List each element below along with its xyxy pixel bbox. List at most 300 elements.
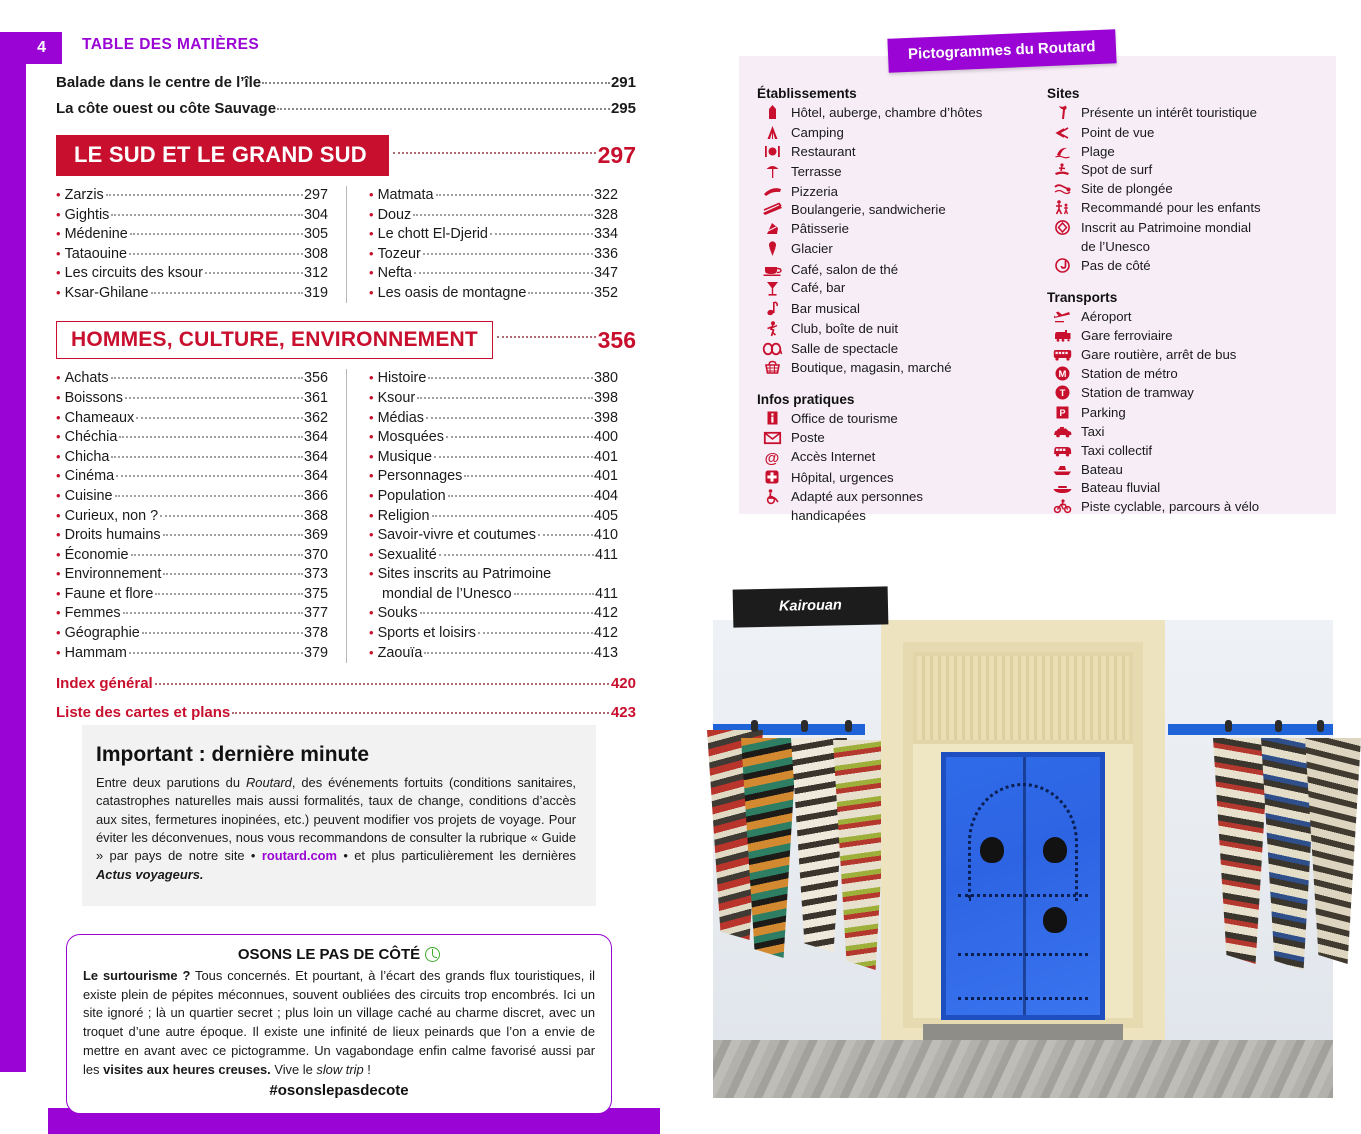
item-page: 400 <box>593 429 618 446</box>
pictograms-panel <box>739 56 1336 524</box>
item-page: 364 <box>303 468 328 485</box>
train-icon <box>1043 328 1081 345</box>
item-page: 401 <box>593 448 618 465</box>
viewpoint-icon <box>1043 125 1081 142</box>
bullet-icon: • <box>369 624 374 640</box>
svg-text:P: P <box>1058 407 1066 418</box>
bullet-icon: • <box>56 624 61 640</box>
bullet-icon: • <box>369 390 374 406</box>
item-label: Gare routière, arrêt de bus <box>1081 346 1237 362</box>
item-label: Environnement <box>64 566 162 583</box>
toc-entry-page: 291 <box>610 74 636 91</box>
leader-dots <box>528 292 593 294</box>
item-label: Taxi <box>1081 423 1105 439</box>
toc-entry-page: 423 <box>610 704 636 722</box>
list-item[interactable] <box>56 409 328 429</box>
list-item[interactable] <box>56 467 328 487</box>
list-item[interactable] <box>56 585 328 605</box>
beach-icon <box>1043 144 1081 161</box>
list-item <box>753 470 1043 487</box>
toc-entry-page: 295 <box>610 100 636 117</box>
item-page: 380 <box>593 370 618 387</box>
toc-entry-maps[interactable] <box>56 704 636 721</box>
item-label: Douz <box>377 206 412 223</box>
list-item[interactable] <box>369 206 618 226</box>
list-item[interactable] <box>369 467 618 487</box>
list-item[interactable] <box>369 624 618 644</box>
list-item <box>753 125 1043 143</box>
page-number-tab <box>0 32 62 64</box>
item-page: 334 <box>593 226 618 243</box>
item-page: 401 <box>593 468 618 485</box>
item-label: Pâtisserie <box>791 221 849 237</box>
leader-dots <box>413 214 593 216</box>
item-page: 373 <box>303 566 328 583</box>
section-page: 356 <box>597 326 636 353</box>
item-label: Pas de côté <box>1081 258 1151 274</box>
osons-hashtag: #osonslepasdecote <box>269 1082 409 1100</box>
shopping-basket-icon <box>753 360 791 378</box>
leader-dots <box>116 475 303 477</box>
bullet-icon: • <box>369 605 374 621</box>
list-item[interactable] <box>369 644 618 664</box>
toc-entry-label: Liste des cartes et plans <box>56 704 231 722</box>
leader-dots <box>151 292 303 294</box>
pictogram-group-sites <box>1043 86 1333 276</box>
item-label: Chameaux <box>64 409 135 426</box>
theatre-masks-icon <box>753 341 791 358</box>
item-label: Boutique, magasin, marché <box>791 360 952 376</box>
parking-icon <box>1043 405 1081 422</box>
list-item[interactable] <box>369 448 618 468</box>
list-item <box>1043 443 1333 460</box>
list-item <box>1043 125 1333 142</box>
pictogram-column-right <box>1043 86 1333 539</box>
bullet-icon: • <box>56 429 61 445</box>
list-item <box>753 411 1043 428</box>
list-item <box>1043 328 1333 345</box>
photo-kairouan <box>675 620 1333 1098</box>
toc-section-header[interactable] <box>56 135 636 176</box>
item-label: Gare ferroviaire <box>1081 327 1173 343</box>
toc-entry-index[interactable] <box>56 675 636 692</box>
door-knocker-lower <box>1043 907 1067 933</box>
carved-lintel <box>913 652 1133 744</box>
leader-dots <box>160 515 303 517</box>
item-page: 352 <box>593 284 618 301</box>
leader-dots <box>514 593 594 595</box>
leader-dots <box>439 554 594 556</box>
blue-rail-right <box>1168 724 1333 735</box>
osons-body-4: ! <box>363 1061 371 1077</box>
bullet-icon: • <box>369 566 374 582</box>
item-label: Mosquées <box>377 429 444 446</box>
item-label: Zarzis <box>64 187 104 203</box>
item-label: Camping <box>791 124 844 140</box>
item-label: Religion <box>377 507 430 524</box>
toc-column-left <box>56 369 346 663</box>
list-item[interactable] <box>369 409 618 429</box>
list-item <box>1043 405 1333 422</box>
bullet-icon: • <box>369 265 374 281</box>
item-label: Adapté aux personnes <box>791 488 923 504</box>
routard-com-link[interactable]: routard.com <box>261 848 338 864</box>
bullet-icon: • <box>369 206 374 222</box>
table-of-contents <box>56 74 636 721</box>
list-item <box>1043 385 1333 403</box>
list-item <box>1043 105 1333 123</box>
pictogram-group-transports <box>1043 290 1333 516</box>
list-item <box>753 105 1043 123</box>
item-label-wrap: handicapées <box>791 508 866 524</box>
toc-entry-major[interactable] <box>56 100 636 117</box>
leader-dots <box>277 108 610 110</box>
leader-dots <box>163 534 303 536</box>
door-knocker-right <box>1043 837 1067 863</box>
toc-section-header[interactable] <box>56 321 636 359</box>
leader-dots <box>155 683 609 685</box>
item-label: Histoire <box>377 370 427 387</box>
routard-italic: Routard <box>245 775 292 790</box>
list-item[interactable] <box>369 389 618 409</box>
item-label: Population <box>377 487 446 504</box>
leader-dots <box>478 632 593 634</box>
dancer-icon <box>753 321 791 340</box>
bread-baguette-icon <box>753 202 791 219</box>
boat-icon <box>1043 462 1081 479</box>
toc-column-right <box>346 186 636 303</box>
bullet-icon: • <box>56 546 61 562</box>
list-item[interactable] <box>369 186 618 206</box>
bullet-icon: • <box>369 507 374 523</box>
bullet-icon: • <box>369 527 374 543</box>
toc-entry-major[interactable] <box>56 74 636 91</box>
item-page: 297 <box>303 187 328 203</box>
item-label: Chéchia <box>64 429 118 446</box>
list-item[interactable] <box>369 565 618 585</box>
item-label: Bateau <box>1081 461 1123 477</box>
item-label: Matmata <box>377 187 434 203</box>
bullet-icon: • <box>369 284 374 300</box>
item-page: 410 <box>593 527 618 544</box>
list-item[interactable] <box>56 565 328 585</box>
restaurant-cutlery-icon <box>753 144 791 162</box>
item-label: Taxi collectif <box>1081 442 1153 458</box>
list-item[interactable] <box>369 507 618 527</box>
leader-dots <box>131 554 303 556</box>
bullet-icon: • <box>56 644 61 660</box>
bullet-icon: • <box>56 390 61 406</box>
at-sign-icon: @ <box>764 449 780 467</box>
list-item[interactable] <box>56 428 328 448</box>
toc-section-items <box>56 369 636 663</box>
door-stud-line <box>958 953 1087 956</box>
list-item[interactable] <box>56 284 328 304</box>
item-label: Pizzeria <box>791 183 838 199</box>
item-label: Droits humains <box>64 527 161 544</box>
item-page: 361 <box>303 390 328 407</box>
leader-dots <box>106 194 303 196</box>
list-item[interactable] <box>369 245 618 265</box>
list-item[interactable] <box>369 264 618 284</box>
bicycle-icon <box>1043 499 1081 516</box>
list-item[interactable] <box>56 526 328 546</box>
envelope-icon <box>753 430 791 447</box>
pizza-slice-icon <box>753 184 791 201</box>
list-item[interactable] <box>56 448 328 468</box>
leader-dots <box>432 515 593 517</box>
information-icon <box>753 411 791 428</box>
leader-dots <box>436 194 593 196</box>
item-label: Plage <box>1081 143 1115 159</box>
item-label: Aéroport <box>1081 308 1132 324</box>
list-item <box>753 164 1043 182</box>
item-label: Hôpital, urgences <box>791 469 894 485</box>
bullet-icon: • <box>56 448 61 464</box>
diving-icon <box>1043 181 1081 198</box>
important-notice-box <box>82 725 596 906</box>
leader-dots <box>205 272 303 274</box>
list-item[interactable] <box>369 546 618 566</box>
item-label: Femmes <box>64 605 121 622</box>
leader-dots <box>393 152 596 154</box>
list-item[interactable] <box>56 264 328 284</box>
item-page: 304 <box>303 206 328 223</box>
group-title: Établissements <box>757 86 857 101</box>
list-item[interactable] <box>56 624 328 644</box>
section-page: 297 <box>597 142 636 168</box>
list-item[interactable] <box>369 487 618 507</box>
list-item[interactable] <box>56 389 328 409</box>
toc-entry-label: La côte ouest ou côte Sauvage <box>56 100 277 117</box>
leader-dots <box>115 495 303 497</box>
leader-dots <box>262 82 610 84</box>
item-page: 364 <box>303 429 328 446</box>
list-item[interactable] <box>56 604 328 624</box>
item-label: Tozeur <box>377 245 421 262</box>
leader-dots <box>111 377 303 379</box>
list-item[interactable] <box>56 225 328 245</box>
ice-cream-cone-icon <box>753 241 791 260</box>
bullet-icon: • <box>369 546 374 562</box>
toc-section-items <box>56 186 636 303</box>
list-item <box>753 262 1043 279</box>
item-label: Site de plongée <box>1081 181 1173 197</box>
leader-dots <box>123 612 303 614</box>
bullet-icon: • <box>369 226 374 242</box>
item-label: Géographie <box>64 624 140 641</box>
bullet-icon: • <box>56 370 61 386</box>
leader-dots <box>497 336 596 338</box>
bullet-icon: • <box>56 605 61 621</box>
blue-door <box>941 752 1105 1020</box>
item-label: Spot de surf <box>1081 162 1153 178</box>
item-label: Curieux, non ? <box>64 507 159 524</box>
item-label: Achats <box>64 370 109 387</box>
item-page: 366 <box>303 487 328 504</box>
bullet-icon: • <box>56 527 61 543</box>
bullet-icon: • <box>56 409 61 425</box>
item-page: 308 <box>303 245 328 262</box>
item-label: Bateau fluvial <box>1081 480 1161 496</box>
list-item[interactable] <box>56 206 328 226</box>
list-item <box>1043 309 1333 326</box>
leader-dots <box>129 652 303 654</box>
leader-dots <box>426 417 593 419</box>
osons-title-text: OSONS LE PAS DE CÔTÉ <box>237 946 421 963</box>
page-number: 4 <box>37 39 46 56</box>
leader-dots <box>417 397 593 399</box>
hotel-icon <box>753 105 791 123</box>
item-label: Office de tourisme <box>791 410 898 426</box>
text-part-3: • et plus particulièrement les dernières <box>337 848 576 864</box>
section-title-banner: LE SUD ET LE GRAND SUD <box>56 135 389 176</box>
important-box-text <box>96 774 576 884</box>
list-item <box>753 221 1043 239</box>
leader-dots <box>446 436 593 438</box>
item-page: 368 <box>303 507 328 524</box>
list-item <box>753 202 1043 219</box>
item-label: Nefta <box>377 265 412 282</box>
music-note-icon <box>753 301 791 319</box>
door-knocker-left <box>980 837 1004 863</box>
item-label: Économie <box>64 546 129 563</box>
list-item[interactable] <box>56 487 328 507</box>
bullet-icon: • <box>369 187 374 202</box>
leader-dots <box>136 417 303 419</box>
item-label: Station de tramway <box>1081 385 1194 401</box>
toc-entry-page: 420 <box>610 675 636 693</box>
item-page: 379 <box>303 644 328 661</box>
item-label-wrap: mondial de l’Unesco <box>382 585 512 602</box>
item-label: Les oasis de montagne <box>377 284 527 301</box>
list-item[interactable] <box>56 546 328 566</box>
list-item[interactable] <box>369 604 618 624</box>
item-label: Sites inscrits au Patrimoine <box>377 566 552 583</box>
pas-de-cote-icon <box>1043 258 1081 276</box>
leader-dots <box>119 436 303 438</box>
item-label: Poste <box>791 429 825 445</box>
hospital-cross-icon <box>753 470 791 487</box>
item-label: Hôtel, auberge, chambre d’hôtes <box>791 105 983 120</box>
list-item <box>1043 181 1333 198</box>
bullet-icon: • <box>369 448 374 464</box>
list-item[interactable] <box>56 644 328 664</box>
list-item <box>753 184 1043 201</box>
text-part-2: , des événements fortuits (conditions sanitaires, catastrophes naturelles mais aussi formalités, taux de change, conditions d’accès aux sites, fermetures inopinées, etc.) peuvent modifier vos projets de voyage. Pour éviter les déconvenues, nous vous recommandons de consulter la rubrique « Guide » par pays de notre site • <box>96 775 576 864</box>
bullet-icon: • <box>56 265 61 281</box>
purple-side-bar <box>0 32 26 1072</box>
item-page: 369 <box>303 527 328 544</box>
group-title: Sites <box>1047 86 1080 101</box>
leader-dots <box>163 573 303 575</box>
list-item <box>1043 258 1333 276</box>
carved-door-frame <box>881 620 1165 1050</box>
tea-cup-icon <box>753 262 791 279</box>
list-item <box>753 241 1043 260</box>
osons-lead: Le surtourisme ? <box>83 968 191 983</box>
leader-dots <box>428 377 593 379</box>
list-item[interactable] <box>369 284 618 304</box>
leader-dots <box>129 253 303 255</box>
item-page: 362 <box>303 409 328 426</box>
list-item <box>753 144 1043 162</box>
pictograms-banner: Pictogrammes du Routard <box>887 29 1116 72</box>
bullet-icon: • <box>369 644 374 660</box>
list-item[interactable] <box>56 245 328 265</box>
list-item <box>753 280 1043 299</box>
item-label: Présente un intérêt touristique <box>1081 105 1257 120</box>
pictogram-group-infos-pratiques <box>753 392 1043 525</box>
leader-dots <box>464 475 593 477</box>
leader-dots <box>142 632 303 634</box>
list-item <box>753 360 1043 378</box>
item-label: Restaurant <box>791 144 856 160</box>
bullet-icon: • <box>369 409 374 425</box>
text-part-1: Entre deux parutions du <box>96 775 246 790</box>
item-label: Les circuits des ksour <box>64 265 203 282</box>
item-label: Personnages <box>377 468 463 485</box>
osons-body-3: Vive le <box>270 1061 317 1077</box>
toc-entry-label: Balade dans le centre de l’île <box>56 74 262 91</box>
bus-icon <box>1043 347 1081 364</box>
item-label: Boulangerie, sandwicherie <box>791 202 946 218</box>
list-item[interactable] <box>56 369 328 389</box>
pas-de-cote-icon <box>425 947 440 962</box>
item-label: Inscrit au Patrimoine mondial <box>1081 219 1252 235</box>
leader-dots <box>490 233 593 235</box>
bullet-icon: • <box>56 226 61 242</box>
door-stud-line <box>958 894 1087 897</box>
item-label: Sports et loisirs <box>377 624 476 641</box>
cake-slice-icon <box>753 221 791 239</box>
item-label: Accès Internet <box>791 448 876 464</box>
bullet-icon: • <box>56 206 61 222</box>
camping-tent-icon <box>753 125 791 143</box>
list-item <box>753 430 1043 447</box>
river-boat-icon <box>1043 480 1081 497</box>
list-item[interactable] <box>56 507 328 527</box>
list-item[interactable] <box>56 186 328 206</box>
svg-text:T: T <box>1059 388 1065 400</box>
item-label: Sexualité <box>377 546 437 563</box>
item-label: Ksour <box>377 390 416 407</box>
item-label: Piste cyclable, parcours à vélo <box>1081 499 1260 515</box>
bullet-icon: • <box>56 468 61 484</box>
item-page: 405 <box>593 507 618 524</box>
list-item[interactable] <box>369 526 618 546</box>
item-label: Musique <box>377 448 432 465</box>
list-item[interactable] <box>369 225 618 245</box>
item-page: 336 <box>593 245 618 262</box>
toc-entry-label: Index général <box>56 675 153 693</box>
item-label: Café, bar <box>791 280 846 296</box>
item-page: 378 <box>303 624 328 641</box>
list-item[interactable] <box>369 428 618 448</box>
osons-le-pas-de-cote-box <box>66 934 612 1114</box>
list-item <box>1043 424 1333 441</box>
list-item <box>753 341 1043 358</box>
bullet-icon: • <box>56 487 61 503</box>
list-item[interactable] <box>369 369 618 389</box>
monument-icon <box>1043 105 1081 123</box>
list-item-continuation[interactable] <box>369 585 618 605</box>
item-page: 370 <box>303 546 328 563</box>
list-item <box>753 321 1043 340</box>
bullet-icon: • <box>56 187 61 202</box>
group-title: Transports <box>1047 289 1118 305</box>
leader-dots <box>538 534 593 536</box>
